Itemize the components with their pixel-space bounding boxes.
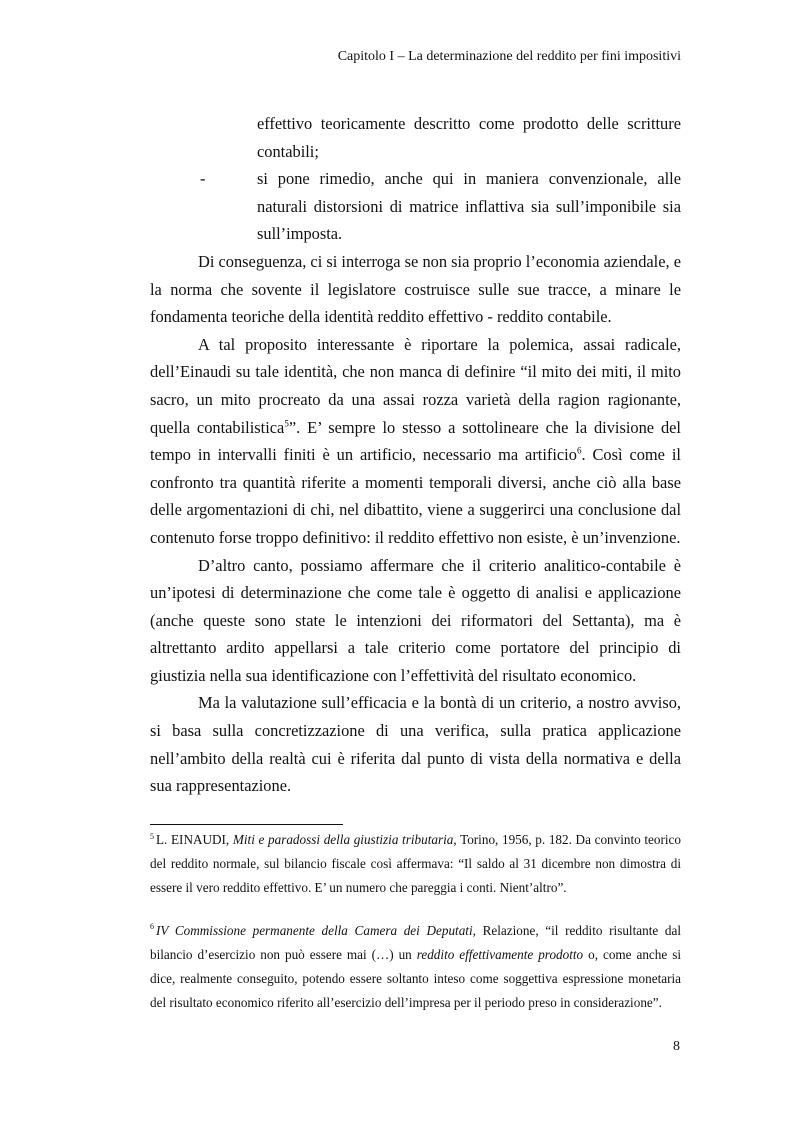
page-number: 8 — [673, 1039, 680, 1054]
footnote-text: , Relazione, “il reddito risultante dal bilancio d’esercizio non può essere mai (…) un — [150, 922, 681, 962]
footnote-6 — [150, 919, 681, 1016]
paragraph-text: A tal proposito interessante è riportare la polemica, assai radicale, dell’Einaudi su tale identità, che non manca di definire “il mito dei miti, il mito sacro, un mito procreato da una assai rozza varietà della ragion ragionante, quella contabilistica — [150, 334, 681, 437]
list-item-text: effettivo teoricamente descritto come prodotto delle scritture contabili; — [257, 114, 681, 161]
footnote-text: , Torino, 1956, p. 182. Da convinto teorico del reddito normale, sul bilancio fiscale così affermava: “Il saldo al 31 dicembre non dimostra di essere il vero reddito effettivo. E’ un numero che pareggia i conti. Nient’altro”. — [150, 832, 681, 896]
paragraph: Ma la valutazione sull’efficacia e la bontà di un criterio, a nostro avviso, si basa sulla concretizzazione di una verifica, sulla pratica applicazione nell’ambito della realtà cui è riferita dal punto di vista della normativa e della sua rappresentazione. — [150, 693, 681, 796]
paragraph: Di conseguenza, ci si interroga se non sia proprio l’economia aziendale, e la norma che sovente il legislatore costruisce sulle sue tracce, a minare le fondamenta teoriche della identità reddito effettivo - reddito contabile. — [150, 251, 681, 327]
footnote-author: L. EINAUDI, — [156, 832, 233, 847]
footnote-5 — [150, 828, 681, 901]
footnote-source: IV Commissione permanente della Camera dei Deputati — [156, 922, 473, 938]
footnote-ref-6[interactable]: 6 — [576, 445, 582, 456]
list-item-continuation — [150, 110, 681, 165]
footnote-number: 6 — [150, 922, 154, 932]
footnote-gap — [150, 901, 681, 919]
footnote-number: 5 — [150, 831, 154, 841]
paragraph-text: . Così come il confronto tra quantità riferite a momenti temporali diversi, anche ciò alla base delle argomentazioni di chi, nel dibattito, viene a suggerirci una conclusione dal contenuto forse troppo definitivo: il reddito effettivo non esiste, è un’invenzione. — [150, 445, 681, 547]
paragraph — [150, 331, 681, 552]
list-dash: - — [200, 169, 206, 189]
list-item-text: si pone rimedio, anche qui in maniera convenzionale, alle naturali distorsioni di matrice inflattiva sia sull’imponibile sia sull’imposta. — [257, 169, 681, 244]
list-item — [150, 165, 681, 248]
footnotes — [150, 828, 681, 1015]
footnote-text: o, come anche si dice, realmente conseguito, potendo essere soltanto inteso come soggettiva espressione monetaria del risultato economico riferito all’esercizio dell’impresa per il periodo preso in considerazione”. — [150, 946, 681, 1011]
paragraph: D’altro canto, possiamo affermare che il criterio analitico-contabile è un’ipotesi di determinazione che come tale è oggetto di analisi e applicazione (anche queste sono state le intenzioni dei riformatori del Settanta), ma è altrettanto ardito appellarsi a tale criterio come portatore del principio di giustizia nella sua identificazione con l’effettività del risultato economico. — [150, 555, 681, 685]
footnote-emphasis: reddito effettivamente prodotto — [416, 946, 584, 962]
main-text — [150, 110, 681, 800]
paragraph-text: ”. E’ sempre lo stesso a sottolineare che la divisione del tempo in intervalli finiti è un artificio, necessario ma artificio — [150, 417, 681, 465]
footnote-separator — [150, 824, 343, 825]
footnote-ref-5[interactable]: 5 — [284, 418, 289, 429]
running-header: Capitolo I – La determinazione del reddito per fini impositivi — [337, 49, 681, 64]
footnote-title: Miti e paradossi della giustizia tributaria — [232, 832, 454, 847]
